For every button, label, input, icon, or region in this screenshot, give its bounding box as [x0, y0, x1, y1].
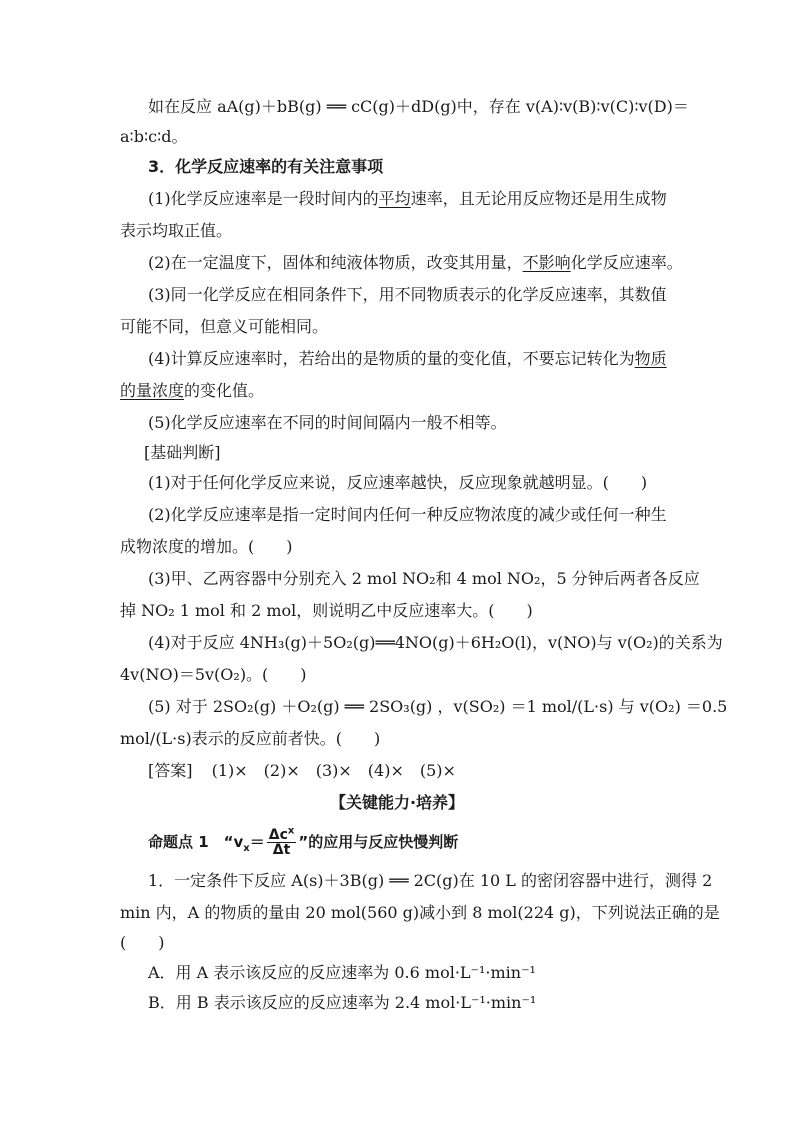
- topic-subscript: x: [243, 843, 250, 854]
- answer-line: [148, 760, 456, 782]
- option-b: B．用 B 表示该反应的反应速率为 2.4 mol·L⁻¹·min⁻¹: [148, 993, 537, 1012]
- question-3-line-b: 掉 NO₂ 1 mol 和 2 mol，则说明乙中反应速率大。( ): [120, 601, 533, 620]
- fraction-numerator: $\Delta c^x$: [268, 825, 295, 843]
- answer-values: (1)× (2)× (3)× (4)× (5)×: [211, 761, 456, 780]
- basic-judgment-label: [基础判断]: [144, 443, 221, 462]
- topic-equals: ＝: [249, 833, 265, 851]
- underlined-term: 物质: [634, 349, 667, 368]
- note-1-text: 速率，且无论用反应物还是用生成物: [410, 189, 667, 208]
- note-4-line-a: [148, 348, 667, 370]
- section-heading-3: 3．化学反应速率的有关注意事项: [148, 157, 384, 176]
- note-3-line-b: 可能不同，但意义可能相同。: [120, 317, 329, 336]
- topic-prefix: 命题点 1 “v: [148, 833, 244, 851]
- note-1-text: (1)化学反应速率是一段时间内的: [148, 189, 379, 208]
- option-a: A．用 A 表示该反应的反应速率为 0.6 mol·L⁻¹·min⁻¹: [148, 963, 536, 982]
- question-4-line-b: 4v(NO)＝5v(O₂)。( ): [120, 665, 307, 684]
- underlined-term: 的量浓度: [120, 381, 185, 400]
- question-2-line-a: (2)化学反应速率是指一定时间内任何一种反应物浓度的减少或任何一种生: [148, 505, 667, 524]
- question-4-line-a: (4)对于反应 4NH₃(g)＋5O₂(g)══4NO(g)＋6H₂O(l)，v(NO)与 v(O₂)的关系为: [148, 633, 723, 652]
- note-4-text: 的变化值。: [184, 381, 265, 400]
- question-5-line-b: mol/(L·s)表示的反应前者快。( ): [120, 729, 381, 748]
- note-2-line: [148, 252, 683, 274]
- question-3-line-a: (3)甲、乙两容器中分别充入 2 mol NO₂和 4 mol NO₂，5 分钟后两者各反应: [148, 569, 700, 588]
- note-1-line-b: 表示均取正值。: [120, 221, 233, 240]
- note-4-line-b: [120, 380, 264, 402]
- note-2-text: 化学反应速率。: [570, 253, 683, 272]
- fraction-denominator: Δt: [272, 842, 291, 858]
- exercise-1-line-c: ( ): [120, 933, 165, 952]
- exercise-1-line-a: 1．一定条件下反应 A(s)＋3B(g) ══ 2C(g)在 10 L 的密闭容器中进行，测得 2: [148, 871, 713, 890]
- exercise-1-line-b: min 内，A 的物质的量由 20 mol(560 g)减小到 8 mol(224 g)，下列说法正确的是: [120, 903, 720, 922]
- equation-line: 如在反应 aA(g)＋bB(g) ══ cC(g)＋dD(g)中，存在 v(A)∶v(B)∶v(C)∶v(D)＝: [148, 97, 689, 116]
- question-1: (1)对于任何化学反应来说，反应速率越快，反应现象就越明显。( ): [148, 473, 648, 492]
- ratio-line: a∶b∶c∶d。: [120, 127, 188, 146]
- note-2-text: (2)在一定温度下，固体和纯液体物质，改变其用量，: [148, 253, 523, 272]
- topic-heading: [148, 822, 458, 862]
- note-4-text: (4)计算反应速率时，若给出的是物质的量的变化值，不要忘记转化为: [148, 349, 635, 368]
- question-5-line-a: (5) 对于 2SO₂(g) ＋O₂(g) ══ 2SO₃(g) ，v(SO₂) ＝1 mol/(L·s) 与 v(O₂) ＝0.5: [148, 697, 728, 716]
- topic-suffix: ”的应用与反应快慢判断: [298, 833, 459, 851]
- note-1-line-a: [148, 188, 667, 210]
- answer-label: [答案]: [148, 761, 193, 780]
- note-3-line-a: (3)同一化学反应在相同条件下，用不同物质表示的化学反应速率，其数值: [148, 285, 667, 304]
- rate-fraction: [267, 825, 297, 858]
- question-2-line-b: 成物浓度的增加。( ): [120, 537, 293, 556]
- section-title: 【关键能力·培养】: [329, 793, 465, 812]
- underlined-term: 平均: [378, 189, 411, 208]
- underlined-term: 不影响: [522, 253, 571, 272]
- note-5-line: (5)化学反应速率在不同的时间间隔内一般不相等。: [148, 413, 507, 432]
